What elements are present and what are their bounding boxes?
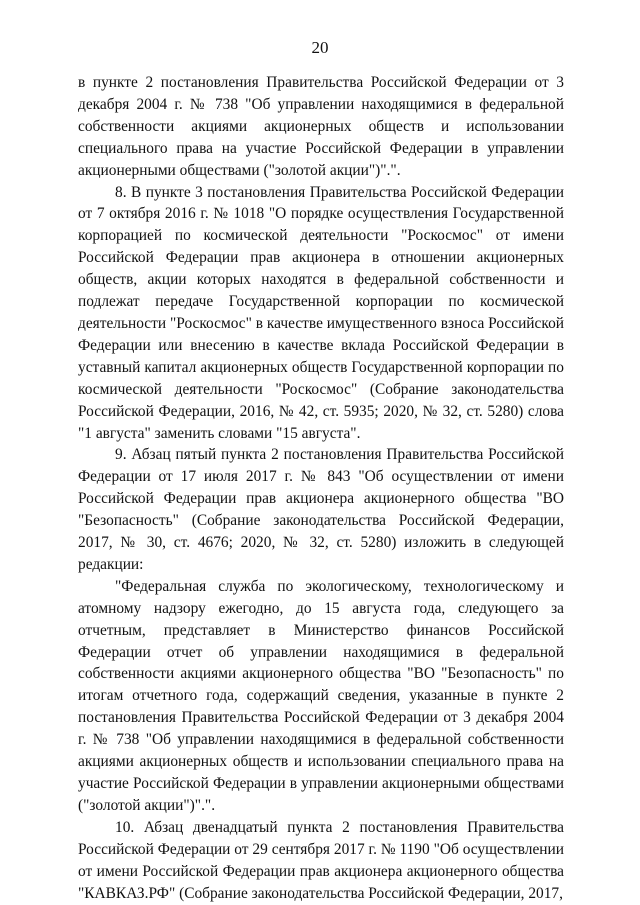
document-body [78,72,564,904]
paragraph-item-9: 9. Абзац пятый пункта 2 постановления Правительства Российской Федерации от 17 июля 2017 г. № 843 "Об осуществлении от имени Российской Федерации прав акционера акционерного общества "ВО "Безопасность" (Собрание законодательства Российской Федерации, 2017, № 30, ст. 4676; 2020, № 32, ст. 5280) изложить в следующей редакции: [78,446,564,573]
paragraph-item-8: 8. В пункте 3 постановления Правительства Российской Федерации от 7 октября 2016 г. № 1018 "О порядке осуществления Государственной корпорацией по космической деятельности "Роскосмос" от имени Российской Федерации прав акционера в отношении акционерных обществ, акции которых находятся в федеральной собственности и подлежат передаче Государственной корпорации по космической деятельности "Роскосмос" в качестве имущественного взноса Российской Федерации или внесению в качестве вклада Российской Федерации в уставный капитал акционерных обществ Государственной корпорации по космической деятельности "Роскосмос" (Собрание законодательства Российской Федерации, 2016, № 42, ст. 5935; 2020, № 32, ст. 5280) слова "1 августа" заменить словами "15 августа". [78,183,564,442]
paragraph-item-10: 10. Абзац двенадцатый пункта 2 постановления Правительства Российской Федерации от 29 сентября 2017 г. № 1190 "Об осуществлении от имени Российской Федерации прав акционера акционерного общества "КАВКАЗ.РФ" (Собрание законодательства Российской Федерации, 2017, [78,818,564,902]
paragraph-continuation: в пункте 2 постановления Правительства Российской Федерации от 3 декабря 2004 г. № 738 "Об управлении находящимися в федеральной собственности акциями акционерных обществ и использовании специального права на участие Российской Федерации в управлении акционерными обществами ("золотой акции")".". [78,74,564,179]
paragraph-quoted-text: "Федеральная служба по экологическому, технологическому и атомному надзору ежегодно, до 15 августа года, следующего за отчетным, представляет в Министерство финансов Российской Федерации отчет об управлении находящимися в федеральной собственности акциями акционерного общества "ВО "Безопасность" по итогам отчетного года, содержащий сведения, указанные в пункте 2 постановления Правительства Российской Федерации от 3 декабря 2004 г. № 738 "Об управлении находящимися в федеральной собственности акциями акционерных обществ и использовании специального права на участие Российской Федерации в управлении акционерными обществами ("золотой акции")".". [78,577,564,814]
page-number: 20 [311,38,329,57]
